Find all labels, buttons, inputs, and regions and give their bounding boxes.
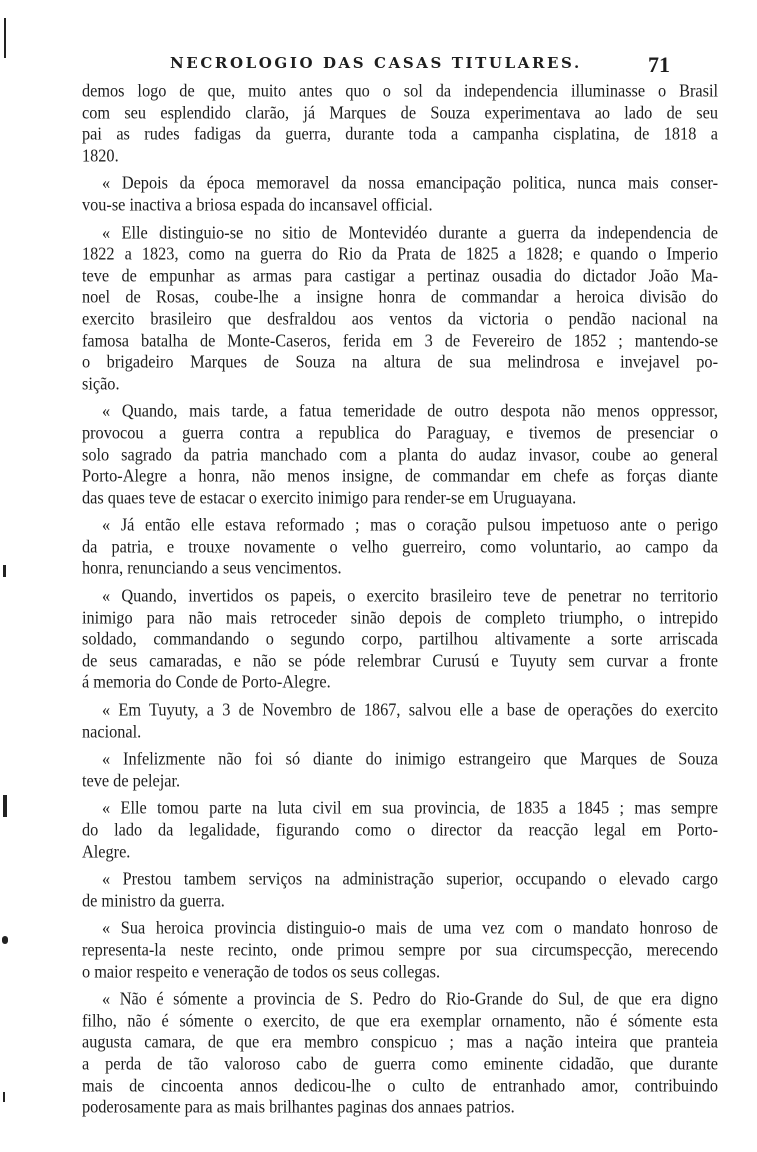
text-line: provocou a guerra contra a republica do Paraguay, e tivemos de presenciar o: [82, 422, 718, 443]
text-line: com seu esplendido clarão, já Marques de Souza experimentava ao lado de seu: [82, 101, 718, 123]
text-line: noel de Rosas, coube-lhe a insigne honra de commandar a heroica divisão do: [82, 286, 718, 308]
text-line: « Elle tomou parte na luta civil em sua provincia, de 1835 a 1845 ; mas sempre: [102, 797, 718, 819]
running-header: NECROLOGIO DAS CASAS TITULARES.: [170, 54, 582, 72]
paragraph: [82, 222, 718, 395]
text-line: « Já então elle estava reformado ; mas o coração pulsou impetuoso ante o perigo: [102, 514, 718, 536]
text-line: sição.: [82, 372, 120, 394]
text-line: poderosamente para as mais brilhantes paginas dos annaes patrios.: [82, 1096, 515, 1117]
text-line: honra, renunciando a seus vencimentos.: [82, 557, 342, 579]
scan-edge-mark: [4, 18, 6, 58]
text-line: de ministro da guerra.: [82, 889, 225, 911]
text-line: solo sagrado da patria manchado com a planta do audaz invasor, coube ao general: [82, 443, 718, 465]
text-line: « Infelizmente não foi só diante do inimigo estrangeiro que Marques de Souza: [102, 748, 718, 769]
text-line: mais de cincoenta annos dedicou-lhe o culto de entranhado amor, contribuindo: [82, 1074, 718, 1096]
text-line: « Em Tuyuty, a 3 de Novembro de 1867, salvou elle a base de operações do exercito: [102, 699, 718, 720]
text-line: o brigadeiro Marques de Souza na altura de sua melindrosa e invejavel po-: [82, 351, 718, 372]
page-body: [82, 80, 718, 1124]
text-line: de seus camaradas, e não se póde relembrar Curusú e Tuyuty sem curvar a fronte: [82, 650, 718, 671]
text-line: 1820.: [82, 144, 119, 166]
paragraph: [82, 917, 718, 982]
text-line: representa-la neste recinto, onde primou sempre por sua circumspecção, merecendo: [82, 939, 718, 960]
text-line: vou-se inactiva a briosa espada do incansavel official.: [82, 194, 433, 215]
text-line: da patria, e trouxe novamente o velho guerreiro, como voluntario, ao campo da: [82, 536, 718, 557]
paragraph: [82, 80, 718, 166]
scan-edge-mark: [3, 565, 6, 577]
paragraph: [82, 172, 718, 215]
paragraph: [82, 514, 718, 579]
text-line: « Quando, invertidos os papeis, o exercito brasileiro teve de penetrar no territorio: [102, 585, 718, 606]
text-line: das quaes teve de estacar o exercito inimigo para render-se em Uruguayana.: [82, 486, 577, 508]
scan-edge-mark: [3, 1092, 5, 1102]
paragraph: [82, 868, 718, 911]
text-line: 1822 a 1823, como na guerra do Rio da Prata de 1825 a 1828; e quando o Imperio: [82, 243, 718, 264]
paragraph: [82, 699, 718, 742]
text-line: teve de empunhar as armas para castigar a pertinaz ousadia do dictador João Ma-: [82, 264, 718, 286]
paragraph: [82, 988, 718, 1118]
text-line: filho, não é sómente o exercito, de que era exemplar ornamento, não é sómente esta: [82, 1009, 718, 1031]
text-line: do lado da legalidade, figurando como o director da reacção legal em Porto-: [82, 819, 718, 840]
text-line: famosa batalha de Monte-Caseros, ferida em 3 de Fevereiro de 1852 ; mantendo-se: [82, 329, 718, 351]
text-line: soldado, commandando o segundo corpo, partilhou altivamente a sorte arriscada: [82, 628, 718, 649]
paragraph: [82, 797, 718, 862]
text-line: pai as rudes fadigas da guerra, durante toda a campanha cisplatina, de 1818 a: [82, 123, 718, 144]
paragraph: [82, 585, 718, 693]
text-line: « Sua heroica provincia distinguio-o mais de uma vez com o mandato honroso de: [102, 917, 718, 939]
text-line: « Não é sómente a provincia de S. Pedro do Rio-Grande do Sul, de que era digno: [102, 988, 718, 1009]
text-line: « Prestou tambem serviços na administração superior, occupando o elevado cargo: [102, 868, 718, 889]
text-line: augusta camara, de que era membro conspicuo ; mas a nação inteira que pranteia: [82, 1031, 718, 1053]
paragraph: [82, 748, 718, 791]
text-line: exercito brasileiro que desfraldou aos ventos da victoria o pendão nacional na: [82, 308, 718, 329]
text-line: inimigo para não mais retroceder sinão depois de completo triumpho, o intrepido: [82, 606, 718, 628]
text-line: Alegre.: [82, 840, 131, 862]
text-line: nacional.: [82, 720, 142, 742]
text-line: demos logo de que, muito antes quo o sol da independencia illuminasse o Brasil: [82, 80, 718, 101]
text-line: teve de pelejar.: [82, 770, 181, 791]
text-line: a perda de tão valoroso cabo de guerra como eminente cidadão, que durante: [82, 1053, 718, 1074]
text-line: á memoria do Conde de Porto-Alegre.: [82, 671, 331, 693]
text-line: « Quando, mais tarde, a fatua temeridade de outro despota não menos oppressor,: [102, 400, 718, 422]
scan-edge-mark: [2, 936, 8, 944]
text-line: « Depois da época memoravel da nossa emancipação politica, nunca mais conser-: [102, 172, 718, 194]
text-line: o maior respeito e veneração de todos os seus collegas.: [82, 960, 441, 982]
paragraph: [82, 400, 718, 508]
text-line: Porto-Alegre a honra, não menos insigne, de commandar em chefe as forças diante: [82, 465, 718, 486]
scan-edge-mark: [3, 795, 7, 817]
page-number: 71: [648, 52, 670, 77]
text-line: « Elle distinguio-se no sitio de Montevidéo durante a guerra da independencia de: [102, 221, 718, 243]
